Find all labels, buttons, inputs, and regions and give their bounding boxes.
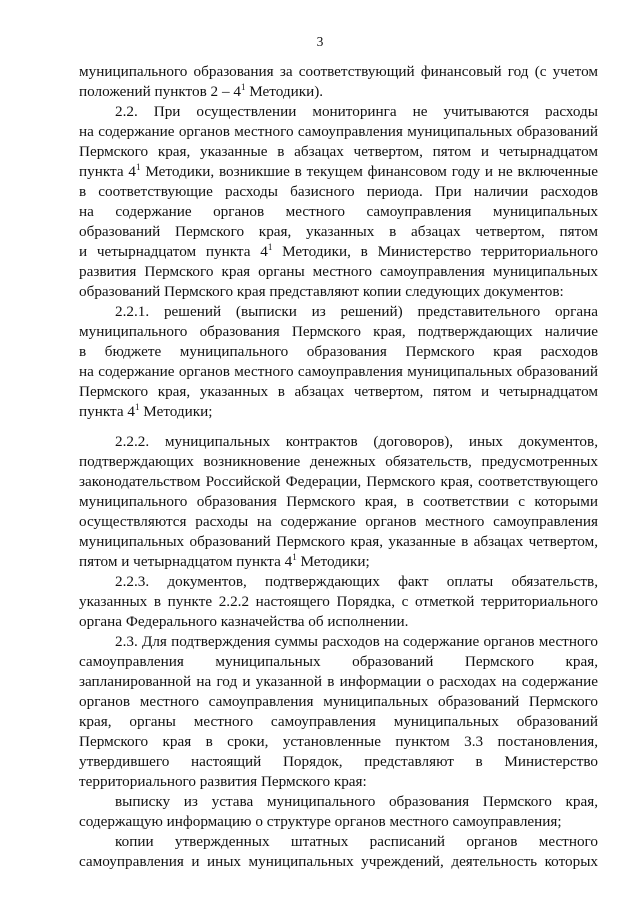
text-line: законодательством Российской Федерации, Пермского края, соответствующего [79, 473, 598, 490]
text-line: в соответствующие расходы базисного периода. При наличии расходов [79, 183, 598, 200]
superscript: 1 [267, 242, 273, 252]
superscript: 1 [292, 552, 297, 562]
text-fragment: и четырнадцатом пункта 4 [79, 243, 268, 260]
text-line: края, органы местного самоуправления муниципальных образований [79, 713, 598, 730]
text-line: осуществляются расходы на содержание органов местного самоуправления [79, 513, 598, 530]
text-line: запланированной на год и указанной в информации о расходах на содержание [79, 673, 598, 690]
text-fragment: положений пунктов 2 – 4 [79, 83, 241, 100]
text-line: указанных в пункте 2.2.2 настоящего Порядка, с отметкой территориального [79, 593, 598, 610]
text-line: подтверждающих возникновение денежных обязательств, предусмотренных [79, 453, 598, 470]
text-line: муниципального образования Пермского края, подтверждающих наличие [79, 323, 598, 340]
text-line [79, 402, 598, 422]
page-number: 3 [316, 34, 324, 49]
text-line: самоуправления и иных муниципальных учреждений, деятельность которых [79, 853, 598, 870]
text-line: в бюджете муниципального образования Пермского края расходов [79, 343, 598, 360]
text-line: на содержание органов местного самоуправления муниципальных образований [79, 123, 598, 140]
text-line: муниципального образования Пермского края, в соответствии с которыми [79, 493, 598, 510]
text-fragment: Методики, в Министерство территориального [272, 243, 598, 260]
text-line: 2.2.3. документов, подтверждающих факт оплаты обязательств, [115, 573, 598, 590]
text-line: органа Федерального казначейства об исполнении. [79, 613, 409, 630]
superscript: 1 [134, 402, 140, 412]
text-line: Пермского края в сроки, установленные пунктом 3.3 постановления, [79, 733, 598, 750]
text-line: муниципального образования за соответствующий финансовый год (с учетом [79, 63, 598, 80]
text-line: муниципальных образований Пермского края, указанные в абзацах четвертом, [79, 533, 598, 550]
text-line: Пермского края, указанные в абзацах четвертом, пятом и четырнадцатом [79, 143, 598, 160]
text-line: на содержание органов местного самоуправления муниципальных [79, 203, 598, 220]
text-line: территориального развития Пермского края: [79, 773, 367, 790]
superscript: 1 [240, 82, 246, 92]
text-line: выписку из устава муниципального образования Пермского края, [115, 793, 598, 810]
text-line: на содержание органов местного самоуправления муниципальных образований [79, 363, 598, 380]
text-fragment: Методики; [296, 553, 370, 570]
text-fragment: Методики). [245, 83, 324, 100]
text-line [79, 552, 598, 572]
text-line: образований Пермского края, указанных в абзацах четвертом, пятом [79, 223, 598, 240]
text-line [79, 242, 598, 262]
text-line: развития Пермского края органы местного самоуправления муниципальных [79, 263, 598, 280]
text-line: самоуправления муниципальных образований Пермского края, [79, 653, 598, 670]
text-fragment: пункта 4 [79, 403, 135, 420]
text-line: содержащую информацию о структуре органов местного самоуправления; [79, 813, 562, 830]
text-line: органов местного самоуправления муниципальных образований Пермского [79, 693, 598, 710]
text-line: утвердившего настоящий Порядок, представляют в Министерство [79, 753, 598, 770]
document-body [79, 62, 598, 872]
superscript: 1 [136, 162, 141, 172]
text-line [79, 162, 598, 182]
text-line: 2.2. При осуществлении мониторинга не учитываются расходы [115, 103, 598, 120]
text-line: 2.2.2. муниципальных контрактов (договоров), иных документов, [115, 433, 598, 450]
text-line: 2.3. Для подтверждения суммы расходов на содержание органов местного [115, 633, 598, 650]
text-line: 2.2.1. решений (выписки из решений) представительного органа [115, 303, 598, 320]
text-fragment: пункта 4 [79, 163, 137, 180]
text-line: Пермского края, указанных в абзацах четвертом, пятом и четырнадцатом [79, 383, 598, 400]
text-fragment: Методики, возникшие в текущем финансовом году и не включенные [140, 163, 598, 180]
text-line: копии утвержденных штатных расписаний органов местного [115, 833, 598, 850]
text-line [79, 82, 598, 102]
text-fragment: пятом и четырнадцатом пункта 4 [79, 553, 293, 570]
text-line: образований Пермского края представляют копии следующих документов: [79, 283, 564, 300]
text-fragment: Методики; [139, 403, 213, 420]
